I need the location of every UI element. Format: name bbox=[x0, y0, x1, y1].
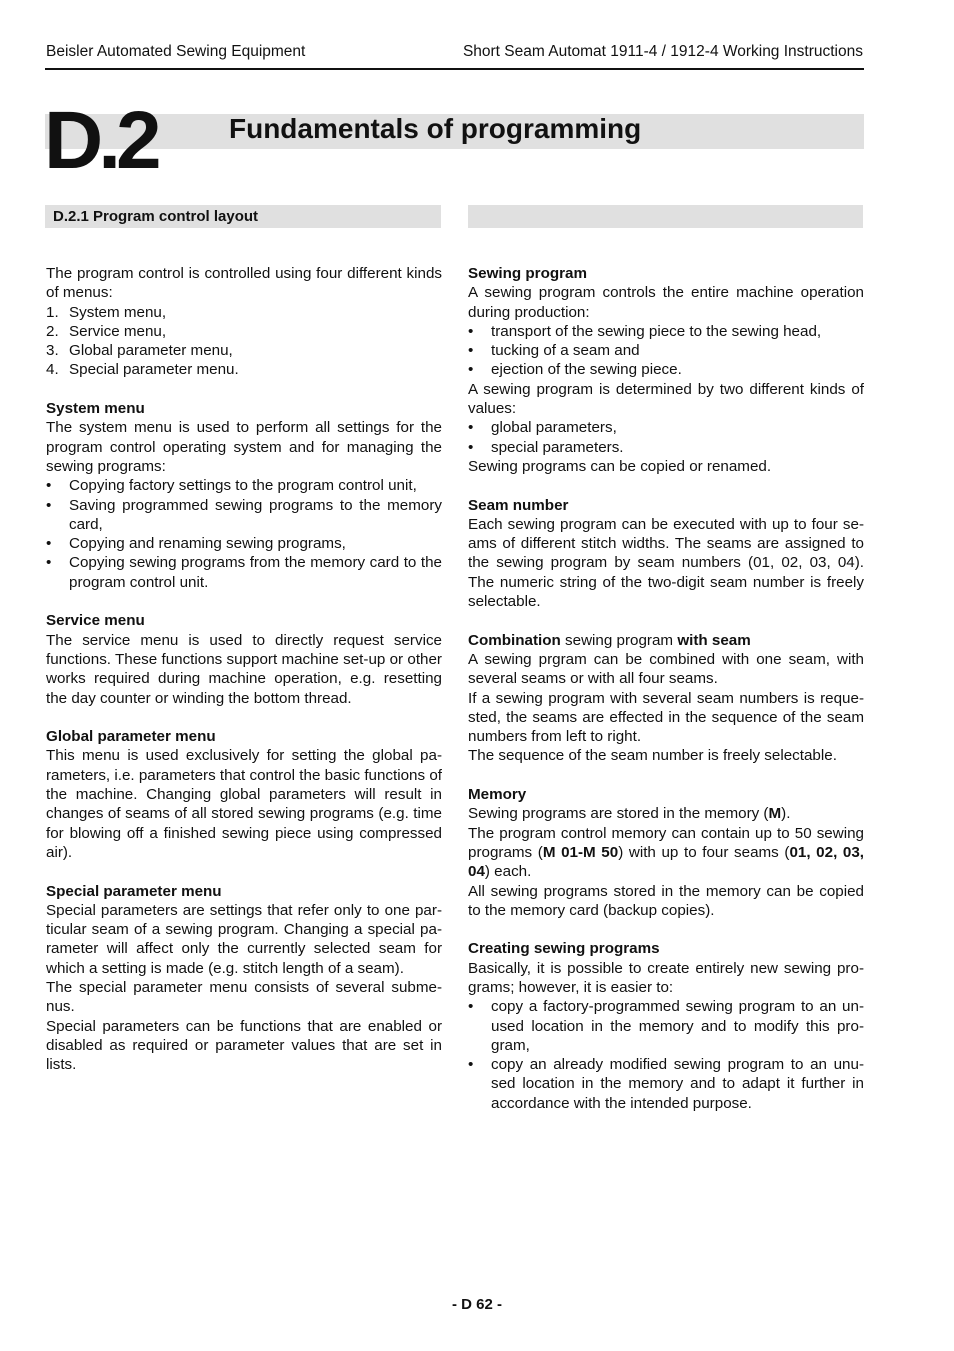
creating-text: Basically, it is possible to create entirely new sewing programs; however, it is easier to: bbox=[468, 959, 864, 996]
seam-number-heading: Seam number bbox=[468, 496, 569, 514]
sewing-program-text: A sewing program is determined by two different kinds of values: bbox=[468, 380, 864, 418]
list-item: • ejection of the sewing piece. bbox=[468, 361, 682, 379]
chapter-title: Fundamentals of programming bbox=[229, 113, 642, 144]
list-item: • transport of the sewing piece to the sewing head, bbox=[468, 322, 822, 340]
memory-text: Sewing programs are stored in the memory (M). bbox=[468, 805, 791, 823]
combination-text: The sequence of the seam number is freely selectable. bbox=[468, 747, 837, 765]
menu-list bbox=[46, 303, 442, 380]
list-item: • special parameters. bbox=[468, 438, 624, 456]
combination-heading: Combination sewing program with seam bbox=[468, 631, 751, 649]
page-number: - D 62 - bbox=[451, 1296, 502, 1313]
creating-heading: Creating sewing programs bbox=[468, 940, 660, 958]
list-item: • copy an already modified sewing program to an unused location in the memory and to adapt it further in accordance with the intended purpose. bbox=[468, 1056, 864, 1112]
special-menu-heading: Special parameter menu bbox=[46, 882, 222, 900]
header-left: Beisler Automated Sewing Equipment bbox=[46, 43, 306, 60]
list-item: 1. System menu, bbox=[46, 303, 167, 321]
list-item: • Copying and renaming sewing programs, bbox=[46, 535, 346, 553]
creating-bullets bbox=[468, 997, 864, 1113]
global-menu-text: This menu is used exclusively for setting the global parameters, i.e. parameters that control the basic functions of the machine. Changing global parameters will result in changes of seams of all stored sewing programs (e.g. time for blowing off a finished sewing piece using compressed air). bbox=[46, 747, 442, 861]
section-title: D.2.1 Program control layout bbox=[53, 208, 259, 225]
global-menu-heading: Global parameter menu bbox=[46, 728, 216, 746]
special-menu-text: Special parameters are settings that refer only to one particular seam of a sewing program. Changing a special parameter will affect only the currently selected seam for which a setting is made (e.g. stitch length of a seam). bbox=[46, 901, 442, 977]
section-bar-right bbox=[468, 205, 863, 228]
combination-text: A sewing prgram can be combined with one seam, with several seams or with all four seams. bbox=[468, 650, 864, 688]
list-item: • Saving programmed sewing programs to the memory card, bbox=[46, 496, 442, 533]
special-menu-text: Special parameters can be functions that are enabled or disabled as required or parameter values that are set in lists. bbox=[46, 1017, 442, 1074]
intro-text: The program control is controlled using four different kinds of menus: bbox=[46, 265, 442, 302]
system-menu-text: The system menu is used to perform all settings for the program control operating system and for managing the sewing programs: bbox=[46, 419, 442, 475]
system-menu-heading: System menu bbox=[46, 400, 145, 418]
sewing-program-heading: Sewing program bbox=[468, 265, 587, 282]
combination-text: If a sewing program with several seam numbers is requested, the seams are effected in the sequence of the seam numbers from left to right. bbox=[468, 689, 864, 746]
list-item: 4. Special parameter menu. bbox=[46, 361, 239, 379]
list-item: • copy a factory-programmed sewing program to an unused location in the memory and to modify this program, bbox=[468, 998, 864, 1054]
left-column bbox=[46, 264, 442, 1074]
system-menu-bullets bbox=[46, 476, 442, 592]
memory-heading: Memory bbox=[468, 786, 527, 804]
list-item: • Copying factory settings to the program control unit, bbox=[46, 477, 417, 495]
right-column bbox=[468, 264, 864, 1113]
header-rule bbox=[45, 68, 864, 70]
memory-text: The program control memory can contain up to 50 sewing programs (M 01-M 50) with up to four seams (01, 02, 03, 04) each. bbox=[468, 824, 865, 881]
sewing-program-text: Sewing programs can be copied or renamed. bbox=[468, 457, 772, 475]
list-item: • tucking of a seam and bbox=[468, 342, 640, 360]
sewing-program-bullets bbox=[468, 418, 864, 457]
sewing-program-text: A sewing program controls the entire machine operation during production: bbox=[468, 284, 864, 321]
chapter-number: D.2 bbox=[44, 95, 157, 186]
sewing-program-bullets bbox=[468, 322, 864, 380]
service-menu-heading: Service menu bbox=[46, 612, 145, 630]
list-item: 2. Service menu, bbox=[46, 322, 167, 340]
list-item: • Copying sewing programs from the memory card to the program control unit. bbox=[46, 554, 442, 591]
header-right: Short Seam Automat 1911-4 / 1912-4 Working Instructions bbox=[462, 43, 863, 60]
service-menu-text: The service menu is used to directly request service functions. These functions support machine set-up or other works required during machine operation, e.g. resetting the day counter or winding the bottom thread. bbox=[46, 631, 442, 707]
special-menu-text: The special parameter menu consists of several submenus. bbox=[46, 978, 442, 1016]
list-item: • global parameters, bbox=[468, 419, 617, 437]
seam-number-text: Each sewing program can be executed with up to four seams of different stitch widths. The seams are assigned to the sewing program by seam numbers (01, 02, 03, 04). The numeric string of the two-digit seam number is freely selectable. bbox=[468, 515, 864, 611]
list-item: 3. Global parameter menu, bbox=[46, 342, 233, 360]
memory-text: All sewing programs stored in the memory can be copied to the memory card (backup copies). bbox=[468, 882, 864, 919]
